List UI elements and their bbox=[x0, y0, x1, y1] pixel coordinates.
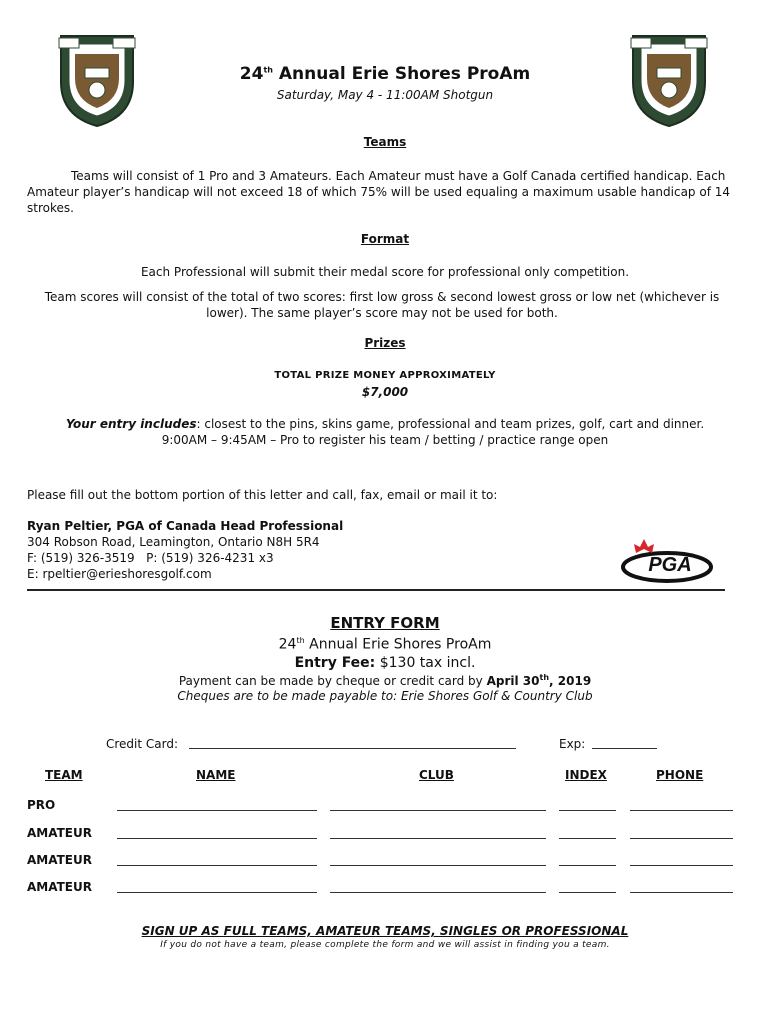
contact-intro: Please fill out the bottom portion of this letter and call, fax, email or mail it to: bbox=[27, 488, 498, 502]
entry-includes: Your entry includes: closest to the pins, skins game, professional and team prizes, golf, cart and dinner. bbox=[65, 417, 705, 431]
credit-card-field[interactable] bbox=[189, 748, 516, 749]
entry-fee: Entry Fee: $130 tax incl. bbox=[294, 655, 476, 671]
prizes-heading: Prizes bbox=[364, 336, 406, 350]
amateur-3-index-field[interactable] bbox=[559, 892, 616, 893]
contact-address: 304 Robson Road, Leamington, Ontario N8H 5R4 bbox=[27, 535, 320, 549]
amateur-1-club-field[interactable] bbox=[330, 838, 546, 839]
pro-club-field[interactable] bbox=[330, 810, 546, 811]
payment-info: Payment can be made by cheque or credit card by April 30th, 2019 bbox=[178, 673, 592, 688]
format-line-1: Each Professional will submit their medal score for professional only competition. bbox=[140, 265, 630, 279]
row-label-amateur-2: AMATEUR bbox=[27, 853, 92, 867]
format-heading: Format bbox=[360, 232, 410, 246]
column-club: CLUB bbox=[419, 768, 454, 782]
exp-label: Exp: bbox=[559, 737, 586, 751]
amateur-1-phone-field[interactable] bbox=[630, 838, 733, 839]
registration-time: 9:00AM – 9:45AM – Pro to register his team / betting / practice range open bbox=[161, 433, 609, 447]
entry-form-event: 24th Annual Erie Shores ProAm bbox=[278, 636, 492, 653]
page-title: 24th Annual Erie Shores ProAm bbox=[239, 64, 531, 84]
cheque-info: Cheques are to be made payable to: Erie Shores Golf & Country Club bbox=[177, 689, 593, 703]
amateur-2-index-field[interactable] bbox=[559, 865, 616, 866]
contact-email: E: rpeltier@erieshoresgolf.com bbox=[27, 567, 212, 581]
pro-name-field[interactable] bbox=[117, 810, 317, 811]
exp-field[interactable] bbox=[592, 748, 657, 749]
svg-text:PGA: PGA bbox=[648, 554, 692, 576]
row-label-amateur-3: AMATEUR bbox=[27, 880, 92, 894]
credit-card-label: Credit Card: bbox=[106, 737, 179, 751]
signup-notice: SIGN UP AS FULL TEAMS, AMATEUR TEAMS, SINGLES OR PROFESSIONAL bbox=[141, 924, 629, 938]
teams-heading: Teams bbox=[363, 135, 407, 149]
column-phone: PHONE bbox=[656, 768, 704, 782]
total-prize-label: TOTAL PRIZE MONEY APPROXIMATELY bbox=[274, 370, 496, 381]
event-subtitle: Saturday, May 4 - 11:00AM Shotgun bbox=[276, 88, 494, 102]
amateur-3-club-field[interactable] bbox=[330, 892, 546, 893]
pro-phone-field[interactable] bbox=[630, 810, 733, 811]
pga-logo bbox=[620, 533, 714, 587]
column-index: INDEX bbox=[565, 768, 607, 782]
section-divider bbox=[27, 589, 725, 591]
amateur-1-index-field[interactable] bbox=[559, 838, 616, 839]
entry-form-title: ENTRY FORM bbox=[330, 614, 440, 632]
row-label-amateur-1: AMATEUR bbox=[27, 826, 92, 840]
team-assist-note: If you do not have a team, please complete the form and we will assist in finding you a team. bbox=[160, 940, 610, 950]
contact-phones: F: (519) 326-3519 P: (519) 326-4231 x3 bbox=[27, 551, 274, 565]
column-team: TEAM bbox=[45, 768, 83, 782]
row-label-pro: PRO bbox=[27, 798, 56, 812]
amateur-3-name-field[interactable] bbox=[117, 892, 317, 893]
prize-amount: $7,000 bbox=[361, 385, 409, 399]
amateur-3-phone-field[interactable] bbox=[630, 892, 733, 893]
amateur-2-name-field[interactable] bbox=[117, 865, 317, 866]
amateur-2-phone-field[interactable] bbox=[630, 865, 733, 866]
contact-name: Ryan Peltier, PGA of Canada Head Professional bbox=[27, 519, 344, 533]
format-line-2: Team scores will consist of the total of two scores: first low gross & second lowest gross or low net (whichever is lower). The same player’s score may not be used for both. bbox=[44, 290, 720, 320]
column-name: NAME bbox=[196, 768, 236, 782]
amateur-1-name-field[interactable] bbox=[117, 838, 317, 839]
pro-index-field[interactable] bbox=[559, 810, 616, 811]
amateur-2-club-field[interactable] bbox=[330, 865, 546, 866]
teams-text: Teams will consist of 1 Pro and 3 Amateurs. Each Amateur must have a Golf Canada certified handicap. Each Amateur player’s handicap will not exceed 18 of which 75% will be used equaling a maximum usable handicap of 14 strokes. bbox=[27, 169, 731, 215]
